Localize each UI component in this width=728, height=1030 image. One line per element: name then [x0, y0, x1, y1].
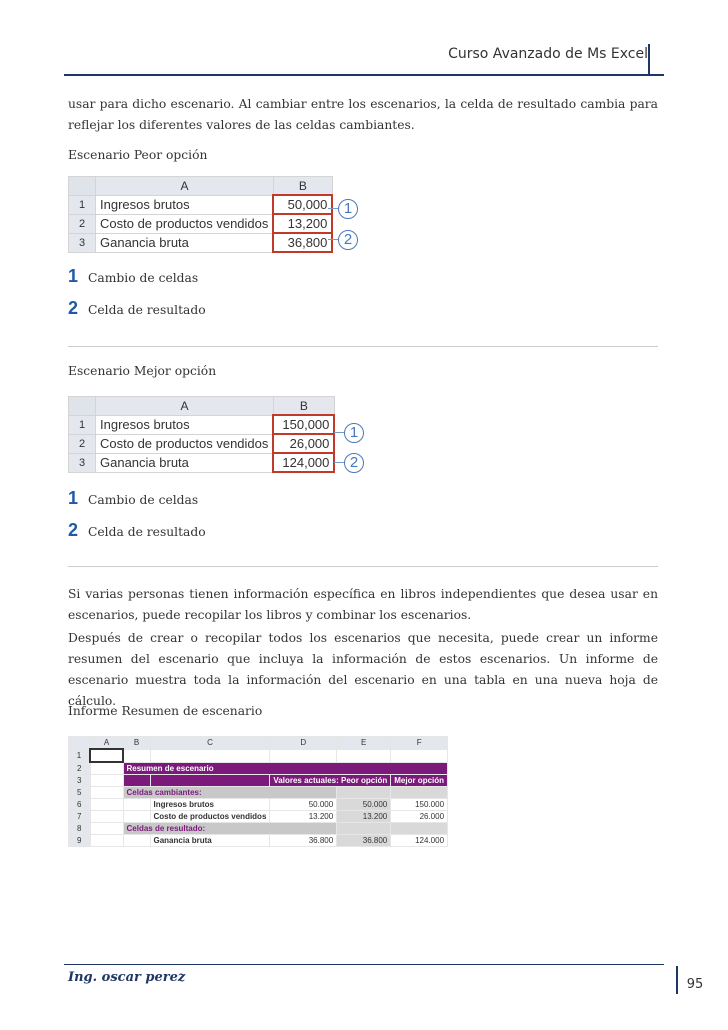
- callout-leader: [334, 462, 344, 463]
- row-header: 3: [69, 775, 91, 787]
- callout-2: 2: [344, 453, 364, 473]
- separator: [68, 346, 658, 347]
- row-header: 7: [69, 811, 91, 823]
- cell-label: Ingresos brutos: [96, 415, 274, 434]
- row-label-income: Ingresos brutos: [150, 799, 270, 811]
- corner-cell: [69, 397, 96, 416]
- cell-value: 150,000: [273, 415, 334, 434]
- col-header: E: [337, 737, 391, 750]
- col-header-b: B: [273, 397, 334, 416]
- legend-number: 2: [68, 520, 79, 540]
- callout-leader: [334, 432, 344, 433]
- page-number: 95: [676, 966, 712, 994]
- row-header: 3: [69, 233, 96, 252]
- legend-result-cell: [68, 298, 206, 319]
- label-best-scenario: Escenario Mejor opción: [68, 364, 217, 378]
- legend-number: 1: [68, 266, 79, 286]
- value-worst: 13.200: [337, 811, 391, 823]
- cell-label: Ganancia bruta: [96, 453, 274, 472]
- corner-cell: [69, 177, 96, 196]
- col-header: F: [391, 737, 448, 750]
- summary-table: [68, 736, 448, 847]
- cell-value: 50,000: [273, 195, 332, 214]
- row-header: 1: [69, 195, 96, 214]
- header-rule: [64, 74, 664, 76]
- cell-label: Costo de productos vendidos: [96, 214, 274, 233]
- legend-text: Celda de resultado: [88, 303, 206, 317]
- value-current: 13.200: [270, 811, 337, 823]
- row-header: 1: [69, 749, 91, 762]
- value-best: 26.000: [391, 811, 448, 823]
- changing-cells-label: Celdas cambiantes:: [123, 787, 337, 799]
- cell-label: Ganancia bruta: [96, 233, 274, 252]
- excel-table-best: [68, 396, 335, 473]
- callout-leader: [328, 239, 338, 240]
- footer-rule: [64, 964, 664, 965]
- paragraph-combine: Si varias personas tienen información específica en libros independientes que desea usar en escenarios, puede recopilar los libros y combinar los escenarios.: [68, 587, 658, 622]
- row-header: 5: [69, 787, 91, 799]
- corner-cell: [69, 737, 91, 750]
- row-header: 3: [69, 453, 96, 472]
- excel-table-worst: [68, 176, 333, 253]
- legend-text: Celda de resultado: [88, 525, 206, 539]
- col-header: C: [150, 737, 270, 750]
- row-header: 2: [69, 214, 96, 233]
- row-label-cost: Costo de productos vendidos: [150, 811, 270, 823]
- col-header: A: [90, 737, 123, 750]
- callout-1: 1: [344, 423, 364, 443]
- header-title: Curso Avanzado de Ms Excel: [448, 46, 648, 62]
- row-header: 9: [69, 835, 91, 847]
- footer-author: Ing. oscar perez: [68, 970, 186, 985]
- legend-text: Cambio de celdas: [88, 493, 199, 507]
- header-best: Mejor opción: [391, 775, 448, 787]
- row-header: 2: [69, 762, 91, 775]
- legend-changing-cells: [68, 488, 198, 509]
- legend-number: 2: [68, 298, 79, 318]
- legend-result-cell: [68, 520, 206, 541]
- result-cells-label: Celdas de resultado:: [123, 823, 337, 835]
- label-summary-report: Informe Resumen de escenario: [68, 704, 263, 718]
- header-vertical-bar: [648, 44, 650, 76]
- col-header-b: B: [273, 177, 332, 196]
- value-best: 124.000: [391, 835, 448, 847]
- col-header: B: [123, 737, 150, 750]
- summary-title: Resumen de escenario: [123, 762, 448, 775]
- legend-number: 1: [68, 488, 79, 508]
- callout-1: 1: [338, 199, 358, 219]
- value-current: 36.800: [270, 835, 337, 847]
- legend-changing-cells: [68, 266, 198, 287]
- cell-value: 26,000: [273, 434, 334, 453]
- value-worst: 50.000: [337, 799, 391, 811]
- row-label-profit: Ganancia bruta: [150, 835, 270, 847]
- label-worst-scenario: Escenario Peor opción: [68, 148, 208, 162]
- value-worst: 36.800: [337, 835, 391, 847]
- value-current: 50.000: [270, 799, 337, 811]
- col-header-a: A: [96, 177, 274, 196]
- header-actual-worst: Valores actuales: Peor opción: [270, 775, 391, 787]
- value-best: 150.000: [391, 799, 448, 811]
- cell-value: 13,200: [273, 214, 332, 233]
- col-header: D: [270, 737, 337, 750]
- separator: [68, 566, 658, 567]
- row-header: 8: [69, 823, 91, 835]
- cell-value: 36,800: [273, 233, 332, 252]
- selected-cell[interactable]: [90, 749, 123, 762]
- callout-leader: [328, 208, 338, 209]
- row-header: 2: [69, 434, 96, 453]
- legend-text: Cambio de celdas: [88, 271, 199, 285]
- cell-label: Ingresos brutos: [96, 195, 274, 214]
- row-header: 1: [69, 415, 96, 434]
- paragraph-intro: usar para dicho escenario. Al cambiar entre los escenarios, la celda de resultado cambia para reflejar los diferentes valores de las celdas cambiantes.: [68, 97, 658, 132]
- callout-2: 2: [338, 230, 358, 250]
- paragraph-report: Después de crear o recopilar todos los escenarios que necesita, puede crear un informe resumen del escenario que incluya la información de estos escenarios. Un informe de escenario muestra toda la información del escenario en una tabla en una nueva hoja de cálculo.: [68, 631, 658, 708]
- cell-label: Costo de productos vendidos: [96, 434, 274, 453]
- col-header-a: A: [96, 397, 274, 416]
- row-header: 6: [69, 799, 91, 811]
- cell-value: 124,000: [273, 453, 334, 472]
